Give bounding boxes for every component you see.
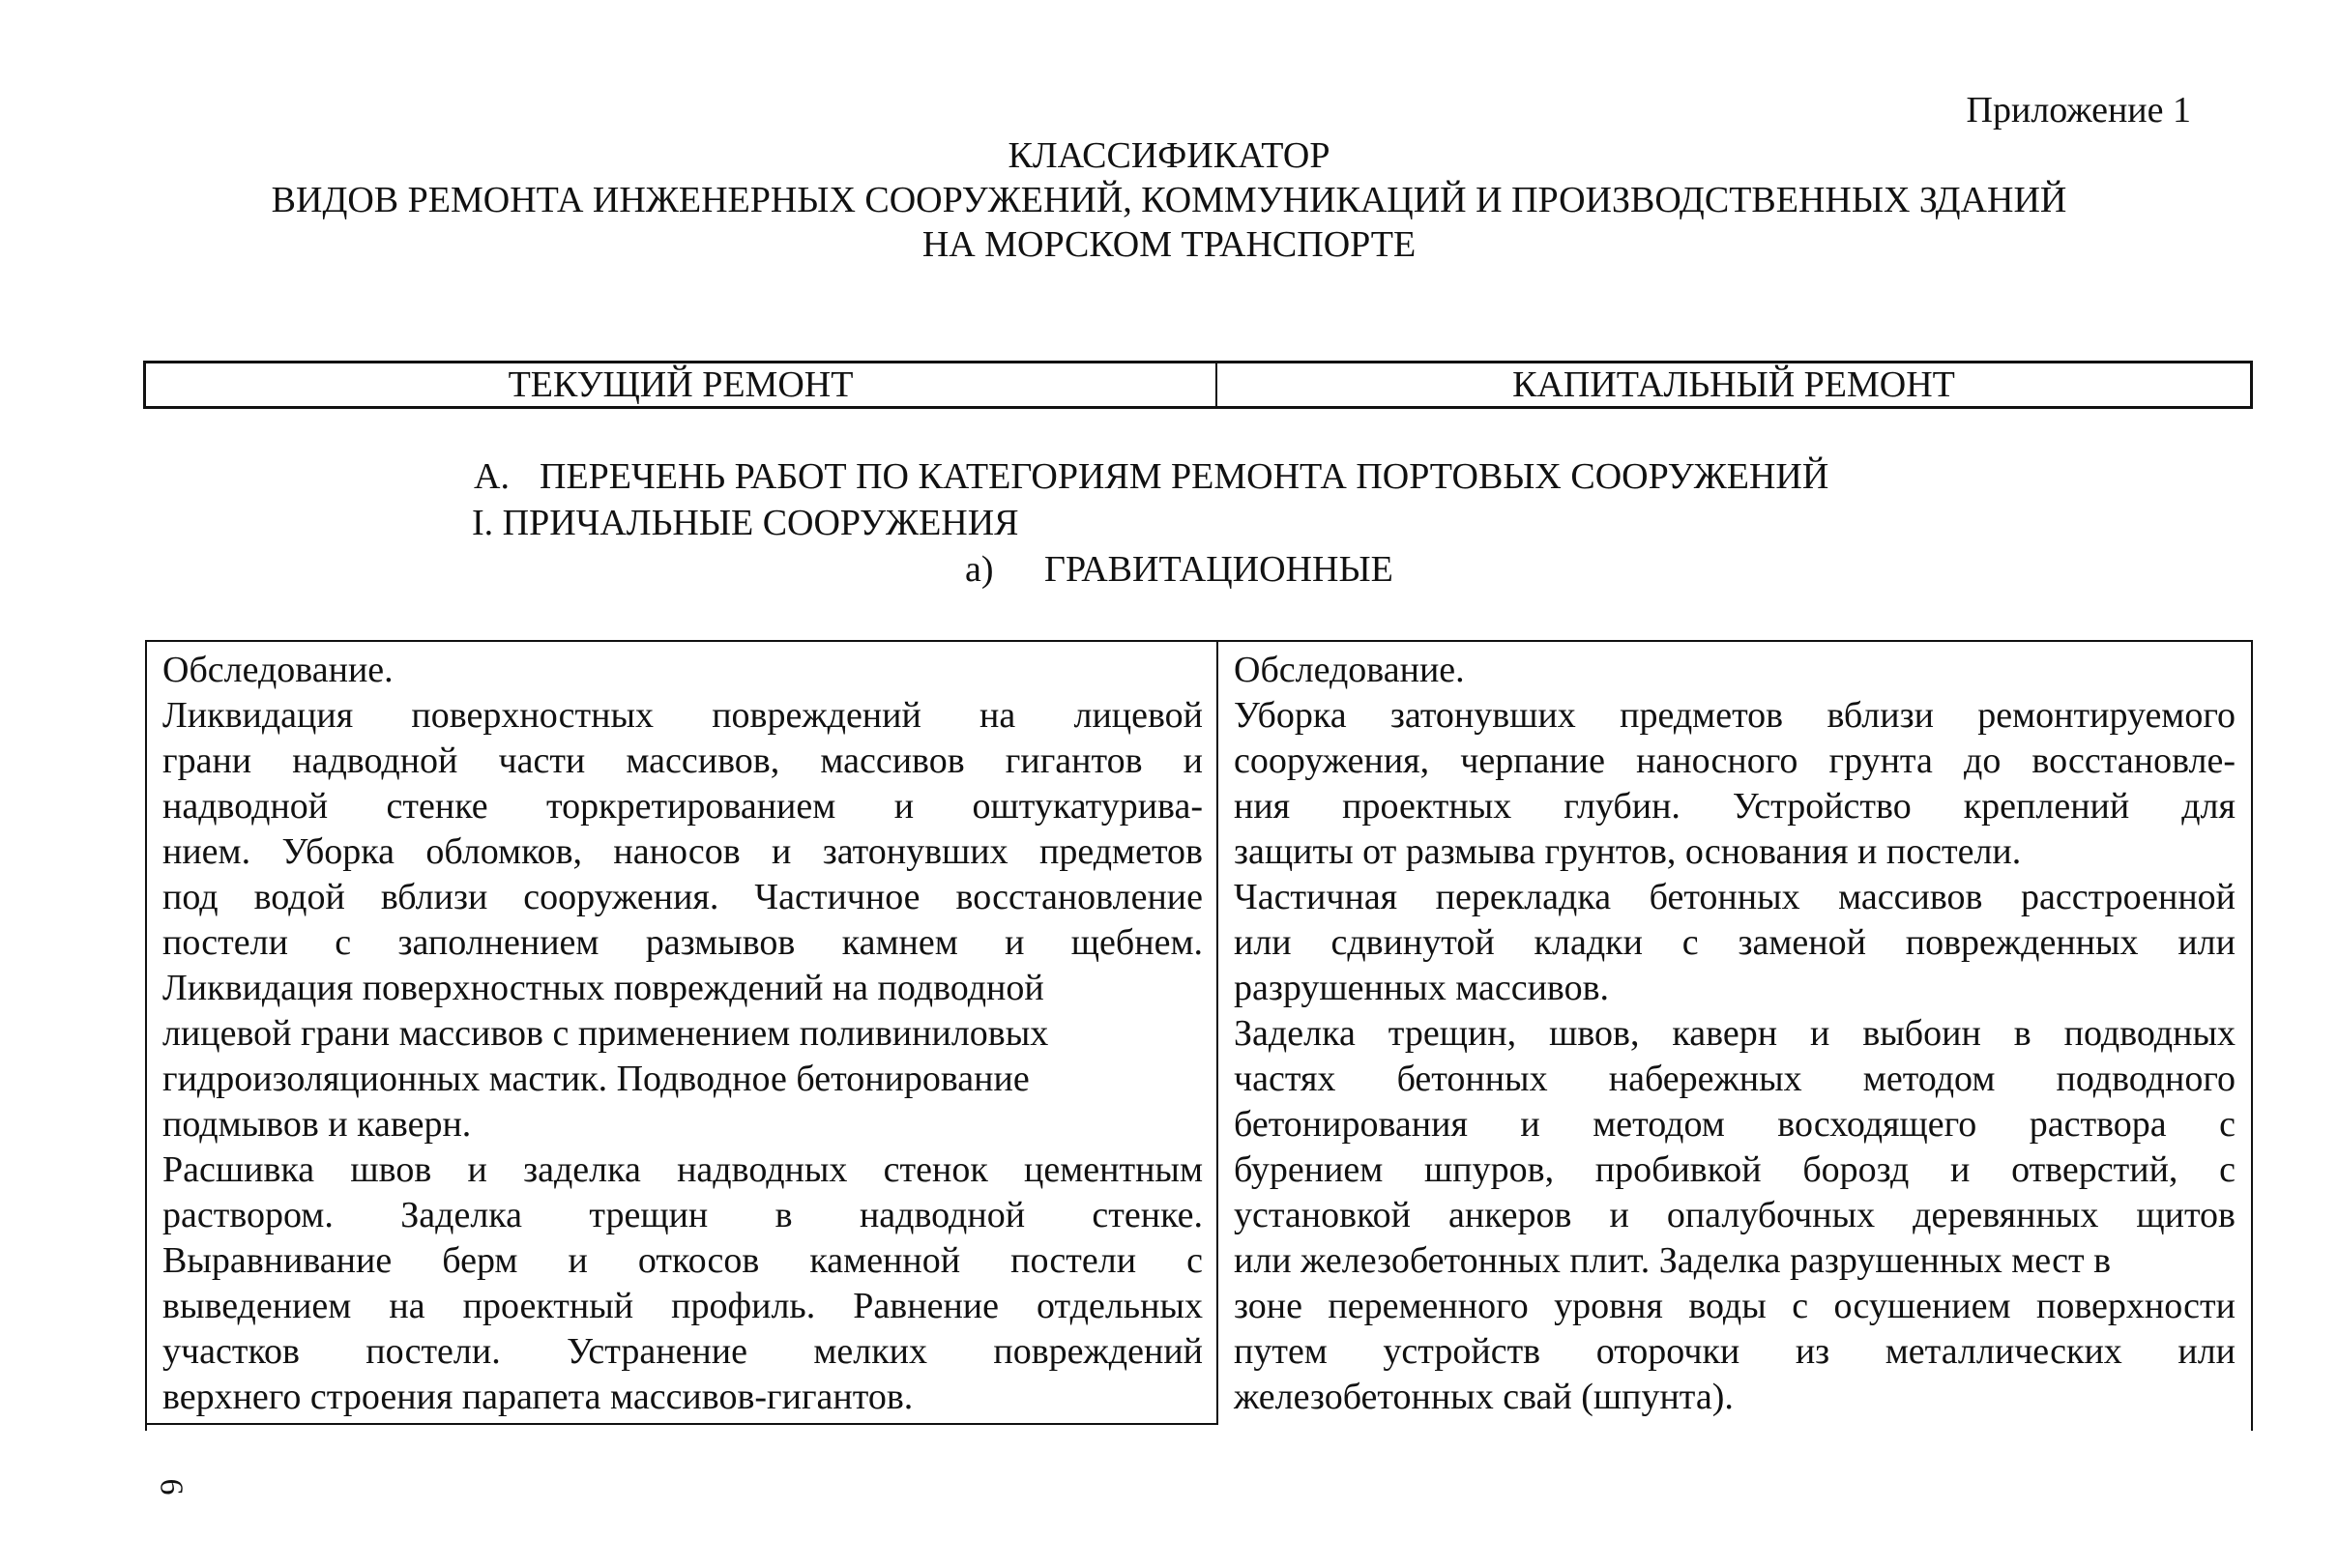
right-line: установкой анкеров и опалубочных деревянных щитов (1234, 1195, 2236, 1235)
left-line: Ликвидация поверхностных повреждений на лицевой (162, 695, 1203, 736)
title-line-1: КЛАССИФИКАТОР (1008, 135, 1330, 176)
right-line: защиты от размыва грунтов, основания и постели. (1234, 831, 2022, 872)
right-line: путем устройств оторочки из металлических или (1234, 1331, 2236, 1372)
subsection-title: ГРАВИТАЦИОННЫЕ (1044, 549, 1393, 590)
left-line: грани надводной части массивов, массивов гигантов и (162, 740, 1203, 781)
left-line: гидроизоляционных мастик. Подводное бетонирование (162, 1059, 1030, 1099)
repair-works-table (145, 640, 2253, 1431)
column-header-current-repair: ТЕКУЩИЙ РЕМОНТ (146, 363, 1217, 406)
section-a-heading (474, 454, 1828, 499)
page-number: 6 (153, 1478, 190, 1495)
right-line: или железобетонных плит. Заделка разрушенных мест в (1234, 1240, 2112, 1281)
right-line: частях бетонных набережных методом подводного (1234, 1059, 2236, 1099)
section-a-letter: А. (474, 456, 510, 497)
right-line: Частичная перекладка бетонных массивов расстроенной (1234, 877, 2236, 917)
title-line-2: ВИДОВ РЕМОНТА ИНЖЕНЕРНЫХ СООРУЖЕНИЙ, КОММУНИКАЦИЙ И ПРОИЗВОДСТВЕННЫХ ЗДАНИЙ (271, 180, 2067, 220)
right-line: зоне переменного уровня воды с осушением поверхности (1234, 1286, 2236, 1326)
right-line: бурением шпуров, пробивкой борозд и отверстий, с (1234, 1149, 2236, 1190)
right-line: ния проектных глубин. Устройство креплений для (1234, 786, 2236, 827)
subsection-letter: а) (965, 549, 994, 590)
right-line: разрушенных массивов. (1234, 968, 1610, 1008)
left-line: надводной стенке торкретированием и оштукатурива- (162, 786, 1203, 827)
section-i-heading: I. ПРИЧАЛЬНЫЕ СООРУЖЕНИЯ (472, 503, 1019, 543)
left-line: верхнего строения парапета массивов-гигантов. (162, 1377, 914, 1417)
left-line: Расшивка швов и заделка надводных стенок цементным (162, 1149, 1203, 1190)
subsection-heading (965, 547, 1393, 592)
right-line: Заделка трещин, швов, каверн и выбоин в подводных (1234, 1013, 2236, 1054)
left-line: выведением на проектный профиль. Равнение отдельных (162, 1286, 1203, 1326)
right-line: железобетонных свай (шпунта). (1234, 1377, 1734, 1417)
title-line-3: НА МОРСКОМ ТРАНСПОРТЕ (921, 224, 1417, 265)
left-line: Выравнивание берм и откосов каменной постели с (162, 1240, 1203, 1281)
left-line: постели с заполнением размывов камнем и щебнем. (162, 922, 1203, 963)
right-line: Уборка затонувших предметов вблизи ремонтируемого (1234, 695, 2236, 736)
right-line: Обследование. (1234, 650, 1465, 690)
document-title (0, 133, 2338, 267)
left-line: участков постели. Устранение мелких повреждений (162, 1331, 1203, 1372)
right-line: сооружения, черпание наносного грунта до восстановле- (1234, 740, 2236, 781)
column-header-table (143, 361, 2253, 409)
appendix-label: Приложение 1 (1966, 90, 2191, 131)
left-line: лицевой грани массивов с применением поливиниловых (162, 1013, 1049, 1054)
left-line: раствором. Заделка трещин в надводной стенке. (162, 1195, 1203, 1235)
left-line: под водой вблизи сооружения. Частичное восстановление (162, 877, 1203, 917)
current-repair-cell (147, 642, 1218, 1425)
left-line: нием. Уборка обломков, наносов и затонувших предметов (162, 831, 1203, 872)
capital-repair-cell (1218, 642, 2251, 1431)
column-header-capital-repair: КАПИТАЛЬНЫЙ РЕМОНТ (1512, 364, 1955, 405)
left-line: подмывов и каверн. (162, 1104, 472, 1145)
right-line: бетонирования и методом восходящего раствора с (1234, 1104, 2236, 1145)
left-line: Обследование. (162, 650, 394, 690)
right-line: или сдвинутой кладки с заменой поврежденных или (1234, 922, 2236, 963)
section-a-title: ПЕРЕЧЕНЬ РАБОТ ПО КАТЕГОРИЯМ РЕМОНТА ПОРТОВЫХ СООРУЖЕНИЙ (540, 456, 1829, 497)
left-line: Ликвидация поверхностных повреждений на подводной (162, 968, 1044, 1008)
